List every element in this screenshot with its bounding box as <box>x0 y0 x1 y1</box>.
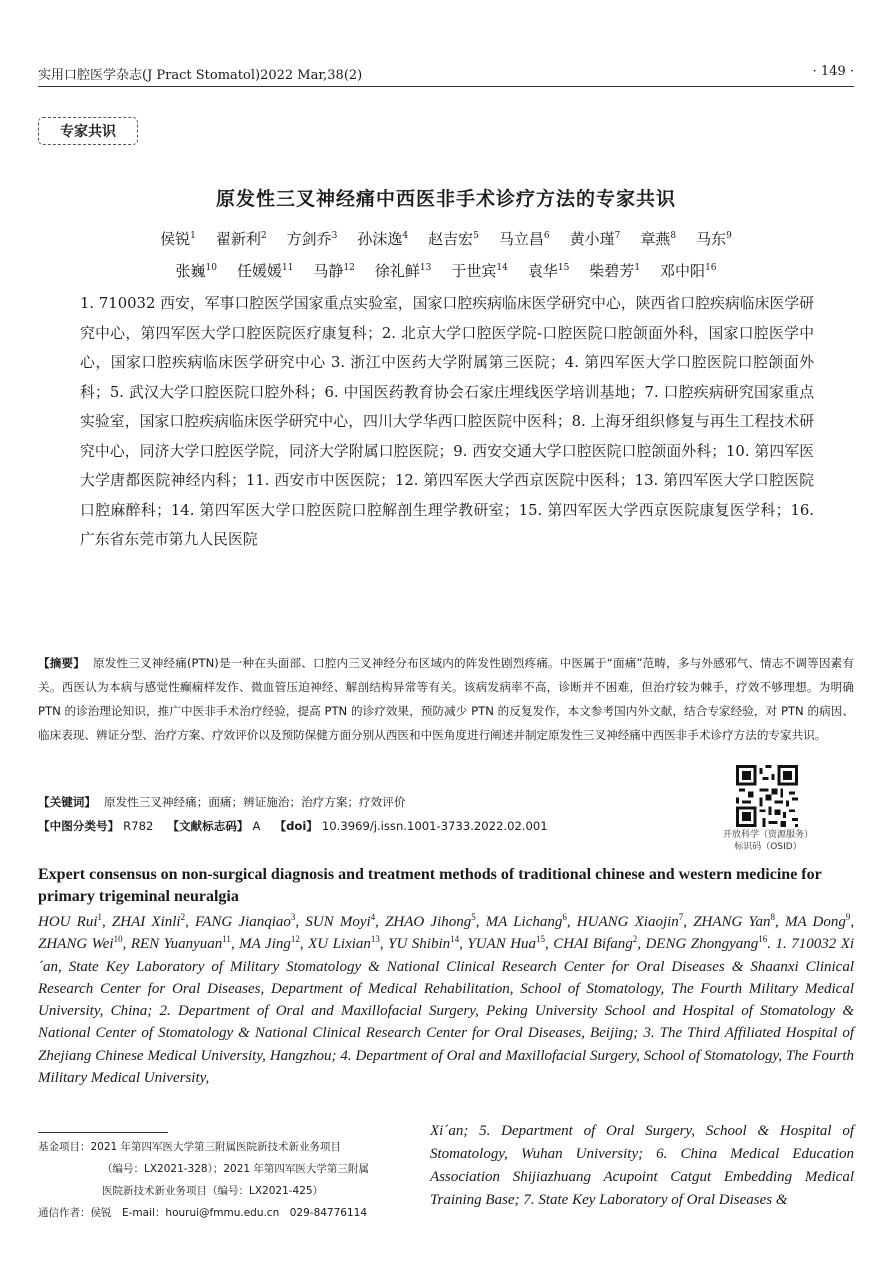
author-cn: 邓中阳$^{16}$ <box>660 262 717 280</box>
clc-value: R782 <box>123 819 154 833</box>
author-affil-number: 11 <box>281 263 294 273</box>
doi-value: 10.3969/j.issn.1001-3733.2022.02.001 <box>321 819 548 833</box>
qr-caption <box>712 829 824 853</box>
author-en-affil-number: 8 <box>770 912 776 922</box>
fund-line1: 基金项目：2021 年第四军医大学第三附属医院新技术新业务项目 <box>38 1141 342 1153</box>
author-en-affil-number: 14 <box>450 934 460 945</box>
affiliations-en-left: 1. 710032 Xi´an, State Key Laboratory of Military Stomatology & National Clinical Research Center for Oral Diseases & Shaanxi Clinical Research Center for Oral Diseases, Department of Medical Rehabilitation, School of Stomatology, The Fourth Military Medical University, China; 2. Department of Oral and Maxillofacial Surgery, Peking University School and Hospital of Stomatology & National Center of Stomatology & National Clinical Research Center for Oral Diseases, Beijing; 3. The Third Affiliated Hospital of Zhejiang Chinese Medical University, Hangzhou; 4. Department of Oral and Maxillofacial Surgery, School of Stomatology, The Fourth Military Medical University, <box>38 936 855 1087</box>
author-en-affil-number: 12 <box>290 934 300 945</box>
author-affil-number: 5 <box>473 231 479 241</box>
author-affil-number: 7 <box>614 231 621 241</box>
keywords-label: 【关键词】 <box>38 795 96 809</box>
affiliations-en-right: Xi´an; 5. Department of Oral Surgery, School & Hospital of Stomatology, Wuhan University; 6. China Medical Education Association Shijiazhuang Acupoint Catgut Embedding Medical Training Base; 7. State Key Laboratory of Oral Diseases & <box>430 1123 854 1208</box>
author-en-affil-number: 10 <box>113 934 123 945</box>
keywords-cn <box>38 794 718 810</box>
author-en-affil-number: 4 <box>370 912 376 922</box>
doc-label: 【文献标志码】 <box>167 819 249 833</box>
fund-label: 基金项目： <box>38 1141 91 1153</box>
author-cn: 孙沫逸$^4$ <box>357 230 409 248</box>
author-affil-number: 8 <box>670 231 677 241</box>
footnotes <box>38 1136 408 1224</box>
title-cn: 原发性三叉神经痛中西医非手术诊疗方法的专家共识 <box>215 188 676 210</box>
author-en-affil-number: 7 <box>678 912 684 922</box>
author-cn: 侯锐$^1$ <box>160 230 196 248</box>
author-affil-number: 1 <box>634 263 641 273</box>
abstract-cn <box>38 651 854 747</box>
author-affil-number: 12 <box>343 263 355 273</box>
column-tag: 专家共识 <box>38 117 138 145</box>
author-affil-number: 6 <box>543 231 550 241</box>
author-affil-number: 1 <box>190 231 196 241</box>
author-en-affil-number: 9 <box>845 912 851 922</box>
authors-en-list: HOU Rui$^1$, ZHAI Xinli$^2$, FANG Jianqiao$^3$, SUN Moyi$^4$, ZHAO Jihong$^5$, MA Lichang$^6$, HUANG Xiaojin$^7$, ZHANG Yan$^8$, MA Dong$^9$, ZHANG Wei$^{10}$, REN Yuanyuan$^{11}$, MA Jing$^{12}$, XU Lixian$^{13}$, YU Shibin$^{14}$, YUAN Hua$^{15}$, CHAI Bifang$^2$, DENG Zhongyang$^{16}$ <box>38 912 855 953</box>
abstract-text: 原发性三叉神经痛(PTN)是一种在头面部、口腔内三叉神经分布区域内的阵发性剧烈疼痛。中医属于“面痛”范畴，多与外感邪气、情志不调等因素有关。西医认为本病与感觉性癫痫样发作、微血管压迫神经、解剖结构异常等有关。该病发病率不高，诊断并不困难，但治疗较为棘手，疗效不够理想。为明确 PTN 的诊治理论知识，推广中医非手术治疗经验，提高 PTN 的诊疗效果，预防减少 PTN 的反复发作，本文参考国内外文献，结合专家经验，对 PTN 的病因、临床表现、辨证分型、治疗方案、疗效评价以及预防保健方面分别从西医和中医角度进行阐述并制定原发性三叉神经痛中西医非手术诊疗方法的专家共识。 <box>38 656 854 742</box>
journal-citation: 实用口腔医学杂志(J Pract Stomatol)2022 Mar,38(2) <box>38 68 363 83</box>
corresponding-author <box>38 1202 408 1224</box>
doc-value: A <box>252 819 261 833</box>
header-rule <box>38 86 854 87</box>
author-en-affil-number: 2 <box>180 912 186 922</box>
author-cn: 袁华$^{15}$ <box>527 262 570 280</box>
classification-line <box>38 818 718 834</box>
author-en: SUN Moyi$^4$ <box>305 912 376 930</box>
author-en: REN Yuanyuan$^{11}$ <box>130 934 231 953</box>
author-cn: 黄小瑾$^7$ <box>569 230 621 248</box>
corr-text: 侯锐 E-mail：hourui@fmmu.edu.cn 029-84776114 <box>90 1207 368 1219</box>
author-en: HOU Rui$^1$ <box>38 912 102 930</box>
author-en: ZHANG Yan$^8$ <box>693 912 776 930</box>
author-en-affil-number: 11 <box>222 934 231 945</box>
author-en-affil-number: 15 <box>536 934 546 945</box>
authors-cn-line1 <box>38 228 854 249</box>
author-en: ZHAO Jihong$^5$ <box>385 912 476 930</box>
author-affil-number: 13 <box>419 263 432 273</box>
author-cn: 马静$^{12}$ <box>313 262 355 280</box>
author-en-affil-number: 13 <box>370 934 380 945</box>
title-en: Expert consensus on non-surgical diagnosis and treatment methods of traditional chinese and western medicine for primary trigeminal neuralgia <box>38 866 822 905</box>
author-affil-number: 14 <box>496 263 508 273</box>
author-en: YU Shibin$^{14}$ <box>388 934 460 953</box>
doi-label: 【doi】 <box>274 819 318 833</box>
keywords-text: 原发性三叉神经痛；面痛；辨证施治；治疗方案；疗效评价 <box>103 795 406 809</box>
fund-line2: （编号：LX2021-328）；2021 年第四军医大学第三附属 <box>102 1163 369 1175</box>
clc-label: 【中图分类号】 <box>38 819 120 833</box>
page-number: · 149 · <box>812 64 854 79</box>
fund-line3: 医院新技术新业务项目（编号：LX2021-425） <box>102 1185 324 1197</box>
abstract-label: 【摘要】 <box>38 656 86 670</box>
running-head <box>38 64 854 83</box>
author-cn: 翟新利$^2$ <box>215 230 267 248</box>
author-cn: 马东$^9$ <box>696 230 732 248</box>
author-cn: 马立昌$^6$ <box>498 230 550 248</box>
author-en-affil-number: 1 <box>97 912 102 922</box>
author-affil-number: 4 <box>402 231 409 241</box>
author-affil-number: 16 <box>705 263 717 273</box>
author-affil-number: 2 <box>260 231 267 241</box>
author-en: FANG Jianqiao$^3$ <box>195 912 296 930</box>
author-affil-number: 3 <box>331 231 338 241</box>
author-en: DENG Zhongyang$^{16}$ <box>645 934 768 953</box>
footnote-rule <box>38 1132 168 1133</box>
author-en: YUAN Hua$^{15}$ <box>467 934 546 953</box>
author-cn: 方剑乔$^3$ <box>286 230 338 248</box>
author-cn: 任媛媛$^{11}$ <box>236 262 294 280</box>
authors-en-block: HOU Rui$^1$, ZHAI Xinli$^2$, FANG Jianqiao$^3$, SUN Moyi$^4$, ZHAO Jihong$^5$, MA Lichang$^6$, HUANG Xiaojin$^7$, ZHANG Yan$^8$, MA Dong$^9$, ZHANG Wei$^{10}$, REN Yuanyuan$^{11}$, MA Jing$^{12}$, XU Lixian$^{13}$, YU Shibin$^{14}$, YUAN Hua$^{15}$, CHAI Bifang$^2$, DENG Zhongyang$^{16}$. 1. 710032 Xi´an, State Key Laboratory of Military Stomatology & National Clinical Research Center for Oral Diseases & Shaanxi Clinical Research Center for Oral Diseases, Department of Medical Rehabilitation, School of Stomatology, The Fourth Military Medical University, China; 2. Department of Oral and Maxillofacial Surgery, Peking University School and Hospital of Stomatology & National Center of Stomatology & National Clinical Research Center for Oral Diseases, Beijing; 3. The Third Affiliated Hospital of Zhejiang Chinese Medical University, Hangzhou; 4. Department of Oral and Maxillofacial Surgery, School of Stomatology, The Fourth Military Medical University, <box>38 912 855 1087</box>
author-en-affil-number: 6 <box>562 912 567 922</box>
corr-label: 通信作者： <box>38 1207 91 1219</box>
affiliations-cn: 1. 710032 西安，军事口腔医学国家重点实验室，国家口腔疾病临床医学研究中心，陕西省口腔疾病临床医学研究中心，第四军医大学口腔医院医疗康复科；2. 北京大学口腔医学院-口腔医院口腔颌面外科，国家口腔医学中心，国家口腔疾病临床医学研究中心 3. 浙江中医药大学附属第三医院；4. 第四军医大学口腔医院口腔颌面外科；5. 武汉大学口腔医院口腔外科；6. 中国医药教育协会石家庄埋线医学培训基地；7. 口腔疾病研究国家重点实验室，国家口腔疾病临床医学研究中心，四川大学华西口腔医院中医科；8. 上海牙组织修复与再生工程技术研究中心，同济大学口腔医学院，同济大学附属口腔医院；9. 西安交通大学口腔医院口腔颌面外科；10. 第四军医大学唐都医院神经内科；11. 西安市中医医院；12. 第四军医大学西京医院中医科；13. 第四军医大学口腔医院口腔麻醉科；14. 第四军医大学口腔医院口腔解剖生理学教研室；15. 第四军医大学西京医院康复医学科；16. 广东省东莞市第九人民医院 <box>80 295 814 548</box>
author-en-affil-number: 16 <box>758 934 768 945</box>
author-cn: 徐礼鲜$^{13}$ <box>374 262 432 280</box>
author-en: ZHAI Xinli$^2$ <box>111 912 186 930</box>
qr-caption-line1: 开放科学（资源服务） <box>722 830 813 840</box>
author-cn: 于世宾$^{14}$ <box>451 262 508 280</box>
author-en: MA Jing$^{12}$ <box>239 934 300 953</box>
author-affil-number: 9 <box>726 231 732 241</box>
qr-caption-line2: 标识码（OSID） <box>734 842 802 852</box>
author-en: CHAI Bifang$^2$ <box>553 934 638 953</box>
author-affil-number: 15 <box>557 263 570 273</box>
qr-code-icon[interactable] <box>736 765 798 827</box>
author-en: MA Lichang$^6$ <box>485 912 567 930</box>
authors-cn-line2 <box>38 260 854 281</box>
author-en-affil-number: 5 <box>471 912 476 922</box>
author-affil-number: 10 <box>205 263 217 273</box>
author-en-affil-number: 3 <box>290 912 296 922</box>
author-en: HUANG Xiaojin$^7$ <box>576 912 684 930</box>
author-en-affil-number: 2 <box>632 934 638 945</box>
author-en: XU Lixian$^{13}$ <box>308 934 380 953</box>
author-en: MA Dong$^9$ <box>784 912 851 930</box>
author-cn: 柴碧芳$^1$ <box>589 262 641 280</box>
author-cn: 章燕$^8$ <box>640 230 677 248</box>
author-cn: 赵吉宏$^5$ <box>428 230 479 248</box>
author-en: ZHANG Wei$^{10}$ <box>38 934 123 953</box>
author-cn: 张巍$^{10}$ <box>175 262 217 280</box>
